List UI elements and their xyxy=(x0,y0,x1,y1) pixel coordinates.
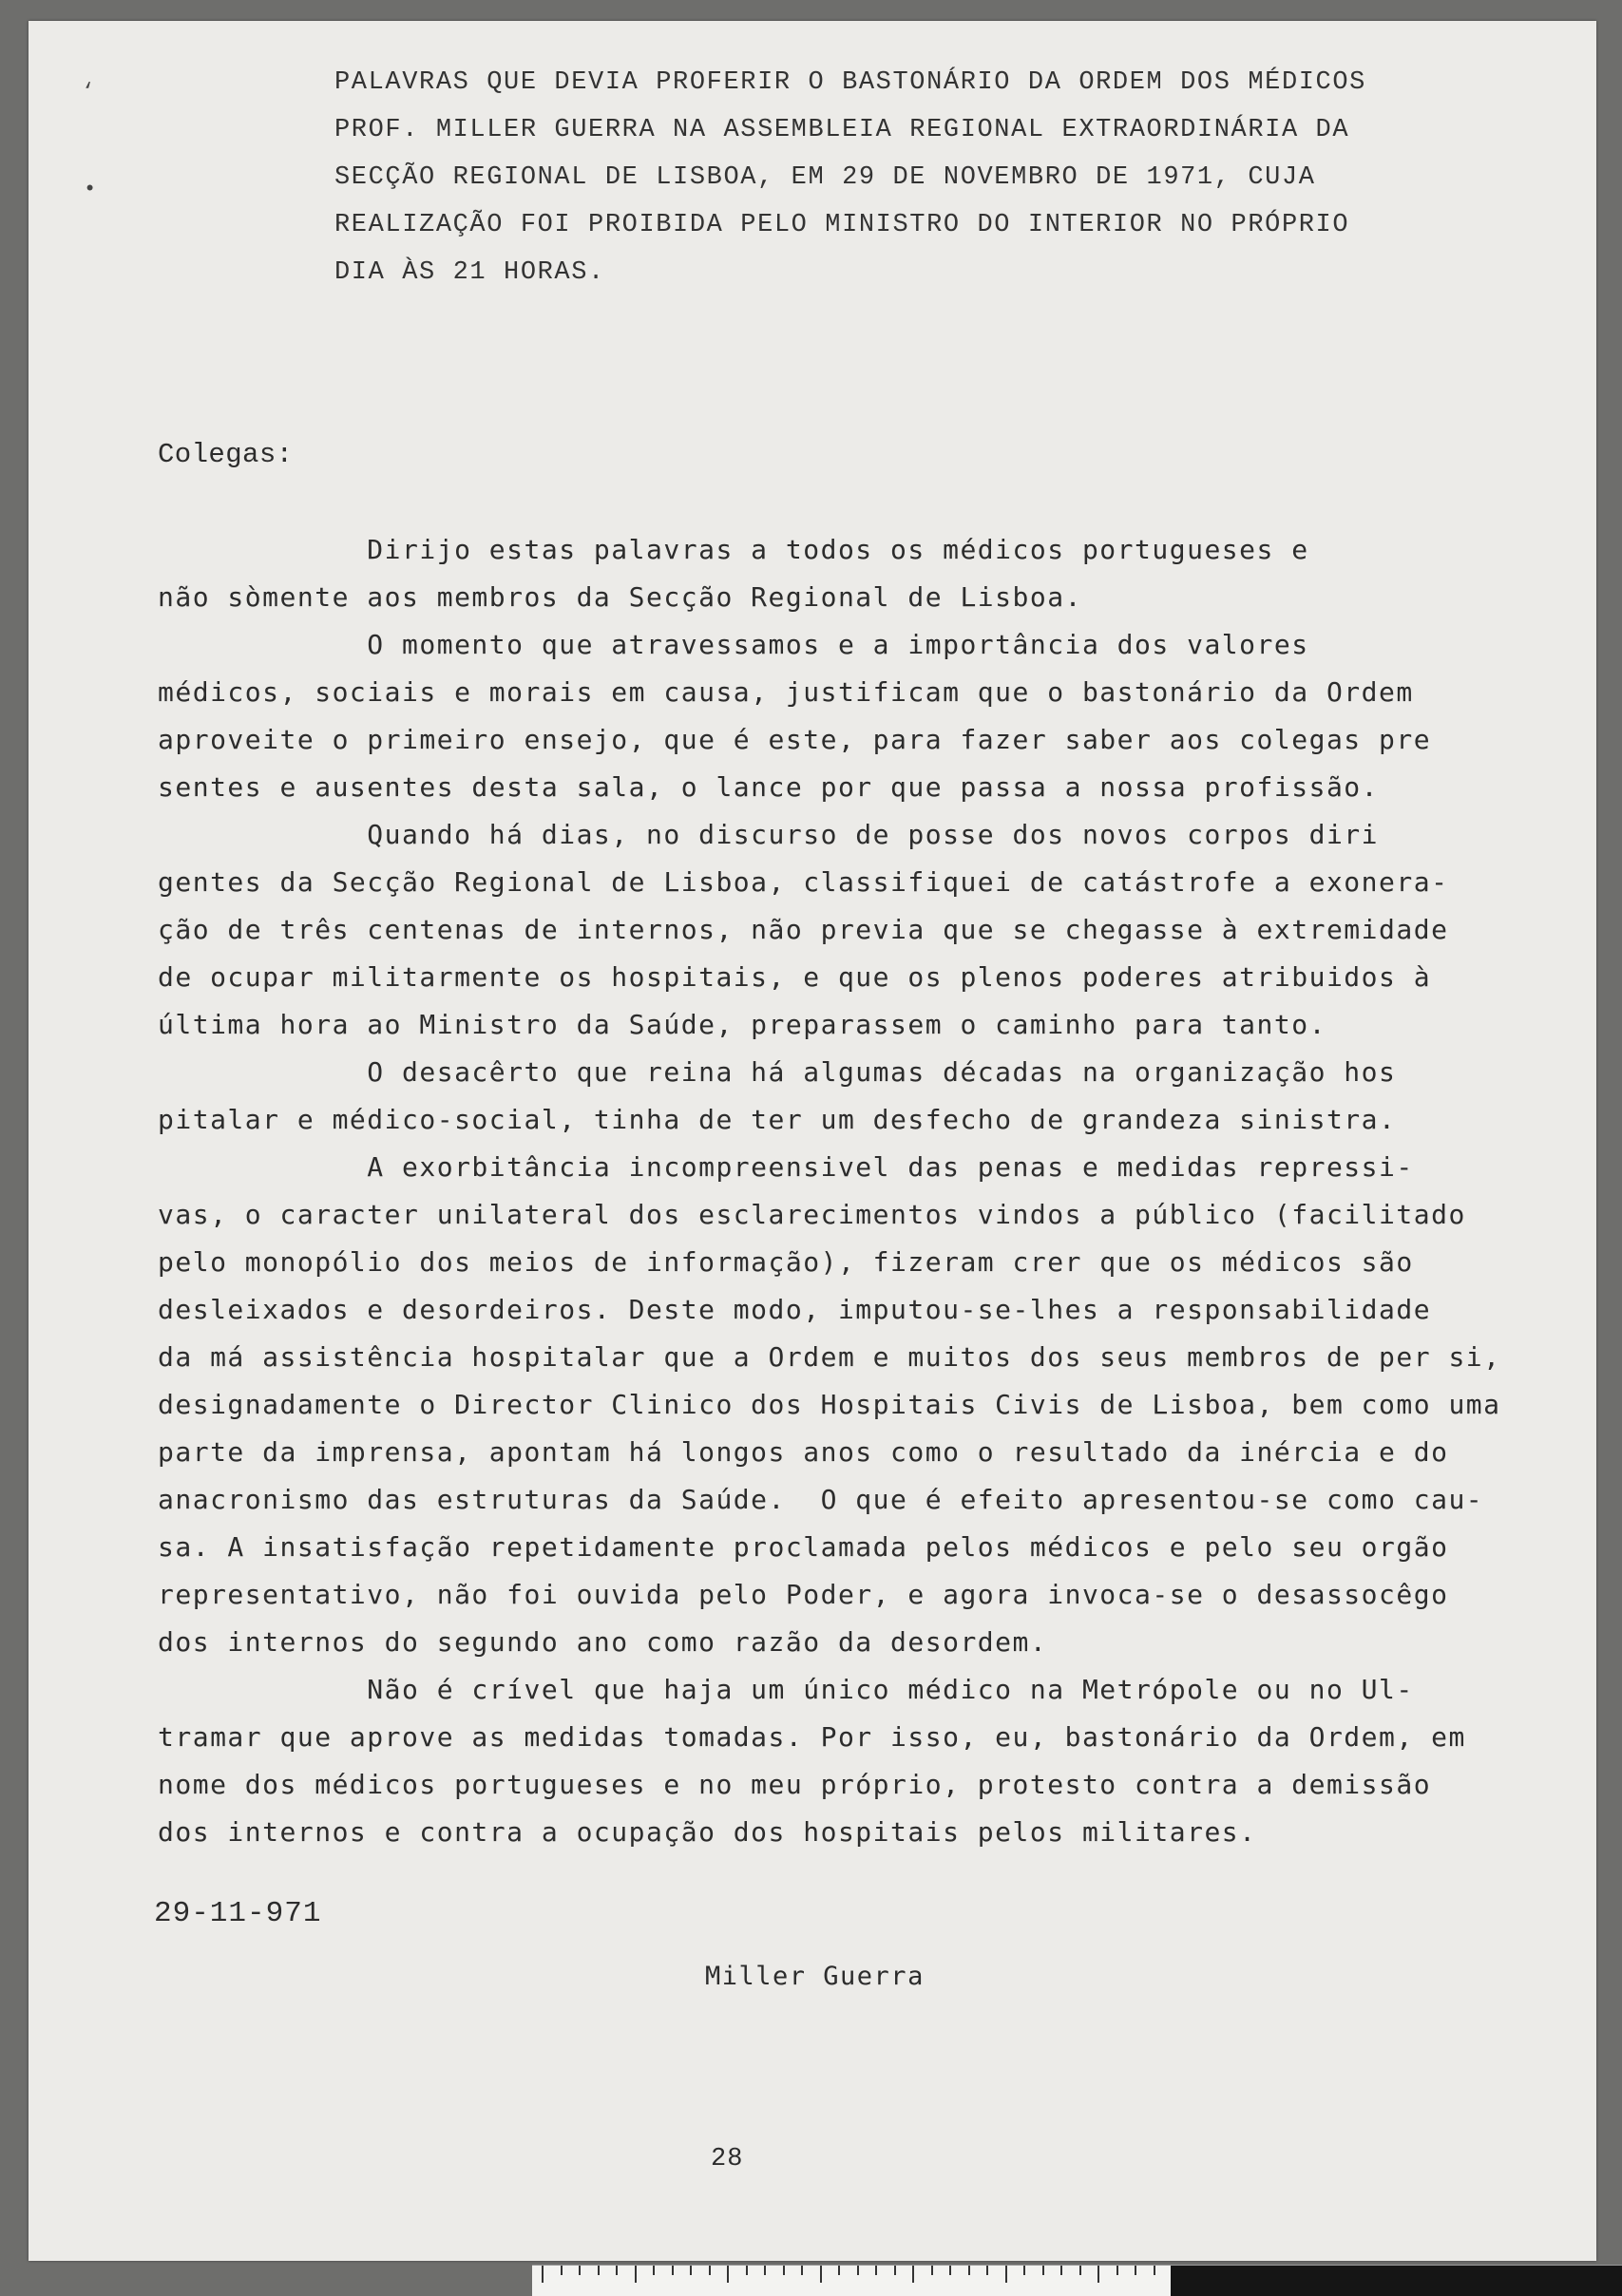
body-line: última hora ao Ministro da Saúde, preparassem o caminho para tanto. xyxy=(158,1009,1326,1040)
ruler-tick xyxy=(931,2266,933,2275)
ruler-tick xyxy=(635,2266,637,2283)
ruler-tick xyxy=(912,2266,914,2283)
heading-line: PALAVRAS QUE DEVIA PROFERIR O BASTONÁRIO DA ORDEM DOS MÉDICOS xyxy=(334,68,1366,97)
body-line: O momento que atravessamos e a importância dos valores xyxy=(158,629,1309,660)
ruler-tick xyxy=(1042,2266,1044,2275)
ruler-tick xyxy=(1135,2266,1136,2275)
salutation: Colegas: xyxy=(158,439,294,470)
letter-date: 29-11-971 xyxy=(154,1897,322,1930)
ruler-tick xyxy=(857,2266,859,2275)
body-line: anacronismo das estruturas da Saúde. O que é efeito apresentou-se como cau- xyxy=(158,1484,1484,1515)
body-line: de ocupar militarmente os hospitais, e que os plenos poderes atribuidos à xyxy=(158,961,1432,993)
body-line: gentes da Secção Regional de Lisboa, classifiquei de catástrofe a exonera- xyxy=(158,866,1449,898)
ruler-tick xyxy=(968,2266,970,2275)
ruler-tick xyxy=(1097,2266,1099,2283)
ruler-tick xyxy=(1116,2266,1118,2275)
ruler-tick xyxy=(561,2266,563,2275)
body-line: representativo, não foi ouvida pelo Poder, e agora invoca-se o desassocêgo xyxy=(158,1579,1449,1610)
ruler-tick xyxy=(542,2266,544,2283)
body-line: dos internos e contra a ocupação dos hospitais pelos militares. xyxy=(158,1816,1257,1848)
ruler-tick xyxy=(986,2266,988,2275)
document-page xyxy=(29,21,1596,2261)
body-line: designadamente o Director Clinico dos Hospitais Civis de Lisboa, bem como uma xyxy=(158,1389,1501,1420)
body-line: dos internos do segundo ano como razão da desordem. xyxy=(158,1626,1048,1658)
ruler-black-segment xyxy=(1171,2266,1622,2296)
body-line: vas, o caracter unilateral dos esclarecimentos vindos a público (facilitado xyxy=(158,1199,1466,1230)
ruler-tick xyxy=(1154,2266,1155,2275)
ruler-tick xyxy=(598,2266,600,2275)
ruler-tick xyxy=(1023,2266,1025,2275)
margin-mark: ‘ xyxy=(82,80,95,104)
body-line: Dirijo estas palavras a todos os médicos portugueses e xyxy=(158,534,1309,565)
body-line: da má assistência hospitalar que a Ordem e muitos dos seus membros de per si, xyxy=(158,1341,1501,1373)
ruler-tick xyxy=(894,2266,896,2275)
heading-line: PROF. MILLER GUERRA NA ASSEMBLEIA REGIONAL EXTRAORDINÁRIA DA xyxy=(334,116,1350,144)
ruler-tick xyxy=(672,2266,674,2275)
ruler-tick xyxy=(727,2266,729,2283)
ruler-tick xyxy=(1005,2266,1007,2283)
ruler-tick xyxy=(875,2266,877,2275)
ruler-tick xyxy=(690,2266,692,2275)
body-line: pitalar e médico-social, tinha de ter um desfecho de grandeza sinistra. xyxy=(158,1104,1397,1135)
body-line: O desacêrto que reina há algumas décadas na organização hos xyxy=(158,1056,1397,1088)
body-line: Não é crível que haja um único médico na Metrópole ou no Ul- xyxy=(158,1674,1414,1705)
ruler-tick xyxy=(801,2266,803,2275)
heading-line: REALIZAÇÃO FOI PROIBIDA PELO MINISTRO DO INTERIOR NO PRÓPRIO xyxy=(334,211,1350,239)
ruler-tick xyxy=(764,2266,766,2275)
ruler-tick xyxy=(838,2266,840,2275)
body-line: não sòmente aos membros da Secção Regional de Lisboa. xyxy=(158,581,1082,613)
body-line: Quando há dias, no discurso de posse dos novos corpos diri xyxy=(158,819,1380,850)
body-line: tramar que aprove as medidas tomadas. Por isso, eu, bastonário da Ordem, em xyxy=(158,1721,1466,1753)
heading-line: DIA ÀS 21 HORAS. xyxy=(334,258,605,287)
ruler-tick xyxy=(820,2266,822,2283)
body-line: desleixados e desordeiros. Deste modo, imputou-se-lhes a responsabilidade xyxy=(158,1294,1432,1325)
ruler-tick xyxy=(949,2266,951,2275)
body-line: pelo monopólio dos meios de informação), fizeram crer que os médicos são xyxy=(158,1246,1414,1278)
body-line: parte da imprensa, apontam há longos anos como o resultado da inércia e do xyxy=(158,1436,1449,1468)
margin-mark: • xyxy=(84,178,97,201)
ruler-tick xyxy=(783,2266,785,2275)
ruler-tick xyxy=(653,2266,655,2275)
body-line: A exorbitância incompreensivel das penas e medidas repressi- xyxy=(158,1151,1414,1183)
ruler-tick xyxy=(709,2266,711,2275)
body-line: nome dos médicos portugueses e no meu próprio, protesto contra a demissão xyxy=(158,1769,1432,1800)
body-line: sa. A insatisfação repetidamente proclamada pelos médicos e pelo seu orgão xyxy=(158,1531,1449,1563)
ruler-tick xyxy=(1060,2266,1062,2275)
body-line: aproveite o primeiro ensejo, que é este, para fazer saber aos colegas pre xyxy=(158,724,1432,755)
measurement-ruler xyxy=(532,2265,1622,2296)
ruler-tick xyxy=(579,2266,581,2275)
signature: Miller Guerra xyxy=(705,1962,925,1991)
ruler-tick xyxy=(616,2266,618,2275)
heading-line: SECÇÃO REGIONAL DE LISBOA, EM 29 DE NOVEMBRO DE 1971, CUJA xyxy=(334,163,1316,192)
ruler-tick xyxy=(746,2266,748,2275)
body-line: médicos, sociais e morais em causa, justificam que o bastonário da Ordem xyxy=(158,676,1414,708)
body-line: ção de três centenas de internos, não previa que se chegasse à extremidade xyxy=(158,914,1449,945)
body-line: sentes e ausentes desta sala, o lance por que passa a nossa profissão. xyxy=(158,771,1380,803)
page-number: 28 xyxy=(711,2145,744,2173)
ruler-tick xyxy=(1079,2266,1081,2275)
